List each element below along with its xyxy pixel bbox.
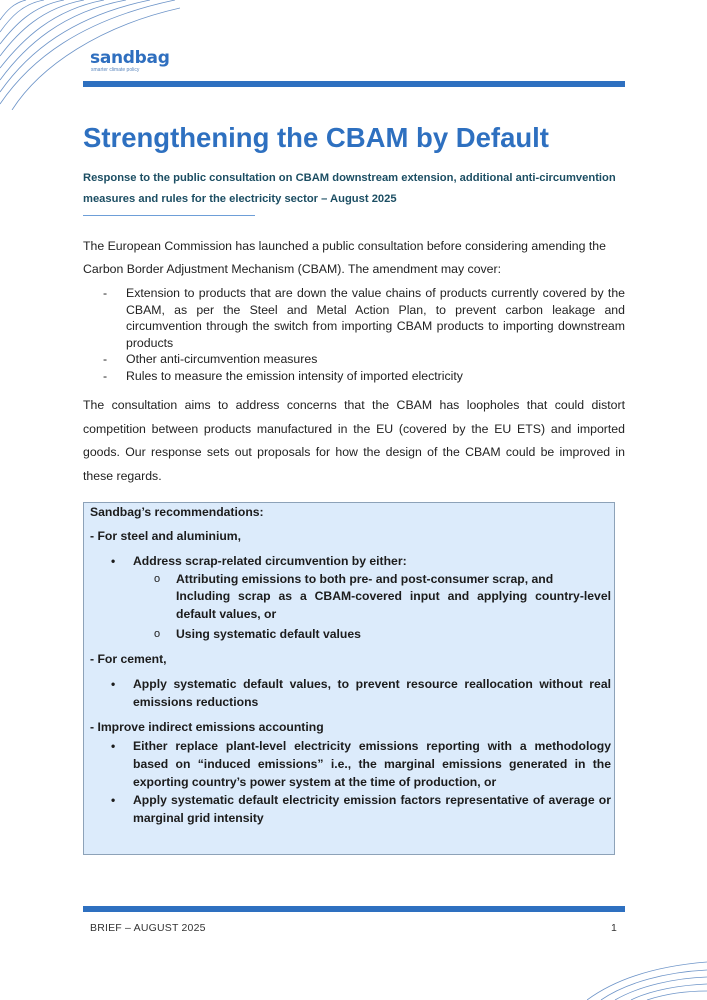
sub-glyph: o xyxy=(154,573,161,585)
list-item: - Extension to products that are down the value chains of products currently covered by the CBAM, as per the Steel and Metal Action Plan, to prevent carbon leakage and circumvention through the switch from importing CBAM products to importing downstream products xyxy=(103,286,625,350)
consultation-paragraph: The consultation aims to address concerns that the CBAM has loopholes that could distort competition between products manufactured in the EU (covered by the EU ETS) and imported goods. Our response sets out proposals for how the design of the CBAM could be improved in these regards. xyxy=(83,398,625,483)
top-rule xyxy=(83,81,625,87)
brand-name: sandbag xyxy=(90,48,170,68)
bullet-glyph: • xyxy=(111,739,116,753)
bullet-glyph: • xyxy=(111,677,116,691)
brand-tagline: smarter climate policy xyxy=(91,67,140,73)
brand-logo xyxy=(90,49,170,73)
indirect-item-2: Apply systematic default electricity emission factors representative of average or marginal grid intensity xyxy=(133,793,611,825)
recommendations-heading: Sandbag’s recommendations: xyxy=(90,505,264,519)
indirect-item-1: Either replace plant-level electricity emissions reporting with a methodology based on “induced emissions” i.e., the marginal emissions generated in the exporting country’s power system at the time of production, or xyxy=(133,739,611,789)
bullet-glyph: • xyxy=(111,793,116,807)
page-number: 1 xyxy=(611,922,617,934)
indirect-heading: - Improve indirect emissions accounting xyxy=(90,720,324,734)
steel-sub-2: Using systematic default values xyxy=(176,627,361,641)
decorative-wave-bottom-right xyxy=(587,960,707,1000)
subtitle-rule xyxy=(83,215,255,216)
cement-heading: - For cement, xyxy=(90,652,167,666)
list-item: - Rules to measure the emission intensity of imported electricity xyxy=(103,368,463,383)
steel-sub-1-cont: Including scrap as a CBAM-covered input and applying country-level default values, or xyxy=(176,589,611,621)
amendment-list xyxy=(83,285,625,384)
steel-heading: - For steel and aluminium, xyxy=(90,529,242,543)
page-title: Strengthening the CBAM by Default xyxy=(83,122,549,153)
steel-sub-1: Attributing emissions to both pre- and post-consumer scrap, and xyxy=(176,572,554,586)
sub-glyph: o xyxy=(154,628,161,640)
list-item: - Other anti-circumvention measures xyxy=(103,352,318,366)
page-subtitle: Response to the public consultation on CBAM downstream extension, additional anti-circumvention measures and rules for the electricity sector – August 2025 xyxy=(83,172,616,205)
intro-paragraph: The European Commission has launched a public consultation before considering amending the Carbon Border Adjustment Mechanism (CBAM). The amendment may cover: xyxy=(83,239,606,276)
recommendations-box xyxy=(83,502,615,855)
bullet-glyph: • xyxy=(111,554,116,568)
footer-label: BRIEF – AUGUST 2025 xyxy=(90,922,206,934)
steel-item: Address scrap-related circumvention by either: xyxy=(133,554,407,568)
bottom-rule xyxy=(83,906,625,912)
cement-item: Apply systematic default values, to prevent resource reallocation without real emissions reductions xyxy=(133,677,611,709)
